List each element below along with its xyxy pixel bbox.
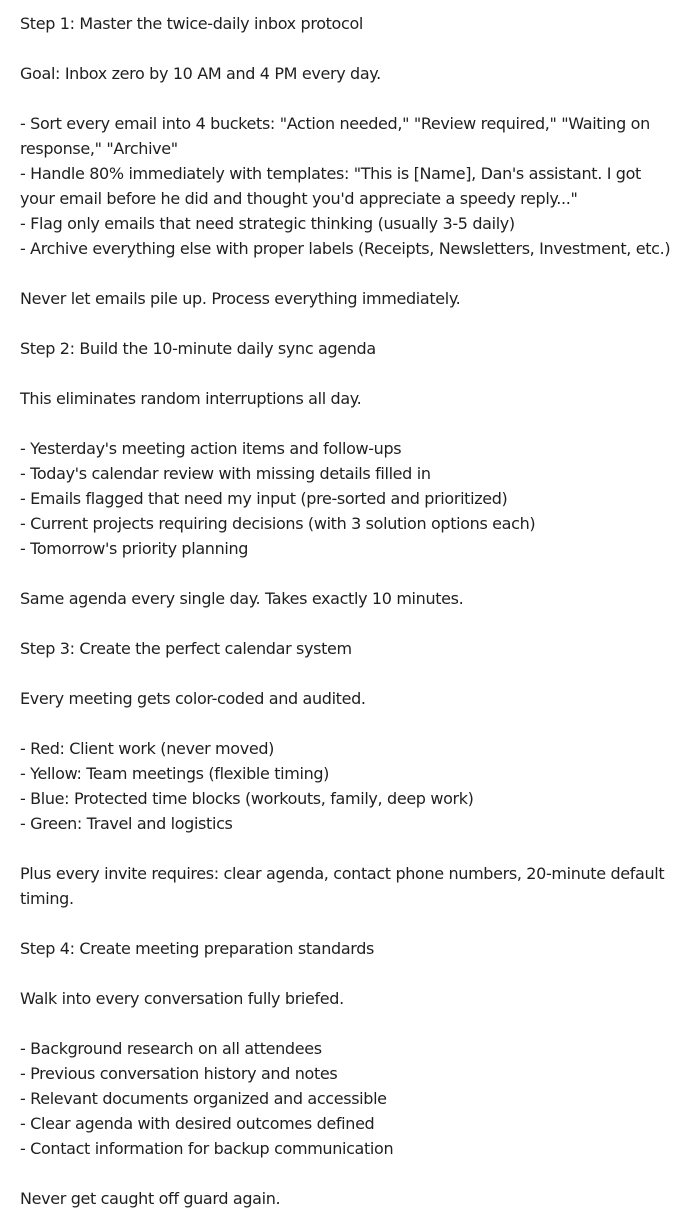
list-item: - Tomorrow's priority planning	[20, 539, 249, 558]
step-2-closing: Same agenda every single day. Takes exactly 10 minutes.	[20, 589, 464, 608]
list-item: - Current projects requiring decisions (with 3 solution options each)	[20, 514, 536, 533]
step-2-list	[20, 436, 680, 561]
list-item: - Handle 80% immediately with templates: "This is [Name], Dan's assistant. I got your email before he did and thought you'd appreciate a speedy reply..."	[20, 164, 641, 208]
list-item: - Previous conversation history and notes	[20, 1064, 338, 1083]
step-4-title: Step 4: Create meeting preparation standards	[20, 939, 375, 958]
list-item: - Green: Travel and logistics	[20, 814, 233, 833]
list-item: - Background research on all attendees	[20, 1039, 322, 1058]
step-4-closing: Never get caught off guard again.	[20, 1189, 281, 1208]
step-1-title: Step 1: Master the twice-daily inbox protocol	[20, 14, 363, 33]
list-item: - Today's calendar review with missing details filled in	[20, 464, 431, 483]
list-item: - Blue: Protected time blocks (workouts, family, deep work)	[20, 789, 474, 808]
list-item: - Yellow: Team meetings (flexible timing)	[20, 764, 330, 783]
list-item: - Flag only emails that need strategic thinking (usually 3-5 daily)	[20, 214, 515, 233]
step-3-closing: Plus every invite requires: clear agenda, contact phone numbers, 20-minute default timing.	[20, 864, 665, 908]
list-item: - Clear agenda with desired outcomes defined	[20, 1114, 375, 1133]
list-item: - Relevant documents organized and accessible	[20, 1089, 387, 1108]
step-2-title: Step 2: Build the 10-minute daily sync agenda	[20, 339, 376, 358]
list-item: - Sort every email into 4 buckets: "Action needed," "Review required," "Waiting on response," "Archive"	[20, 114, 650, 158]
step-3-list	[20, 736, 680, 836]
step-2-intro: This eliminates random interruptions all day.	[20, 389, 362, 408]
list-item: - Contact information for backup communication	[20, 1139, 394, 1158]
list-item: - Archive everything else with proper labels (Receipts, Newsletters, Investment, etc.)	[20, 239, 671, 258]
list-item: - Red: Client work (never moved)	[20, 739, 275, 758]
list-item: - Emails flagged that need my input (pre-sorted and prioritized)	[20, 489, 508, 508]
step-3-intro: Every meeting gets color-coded and audited.	[20, 689, 366, 708]
step-4-intro: Walk into every conversation fully briefed.	[20, 989, 344, 1008]
step-1-goal: Goal: Inbox zero by 10 AM and 4 PM every day.	[20, 64, 381, 83]
step-1-closing: Never let emails pile up. Process everything immediately.	[20, 289, 461, 308]
step-3-title: Step 3: Create the perfect calendar system	[20, 639, 352, 658]
step-1-list	[20, 111, 680, 261]
list-item: - Yesterday's meeting action items and follow-ups	[20, 439, 402, 458]
step-4-list	[20, 1036, 680, 1161]
